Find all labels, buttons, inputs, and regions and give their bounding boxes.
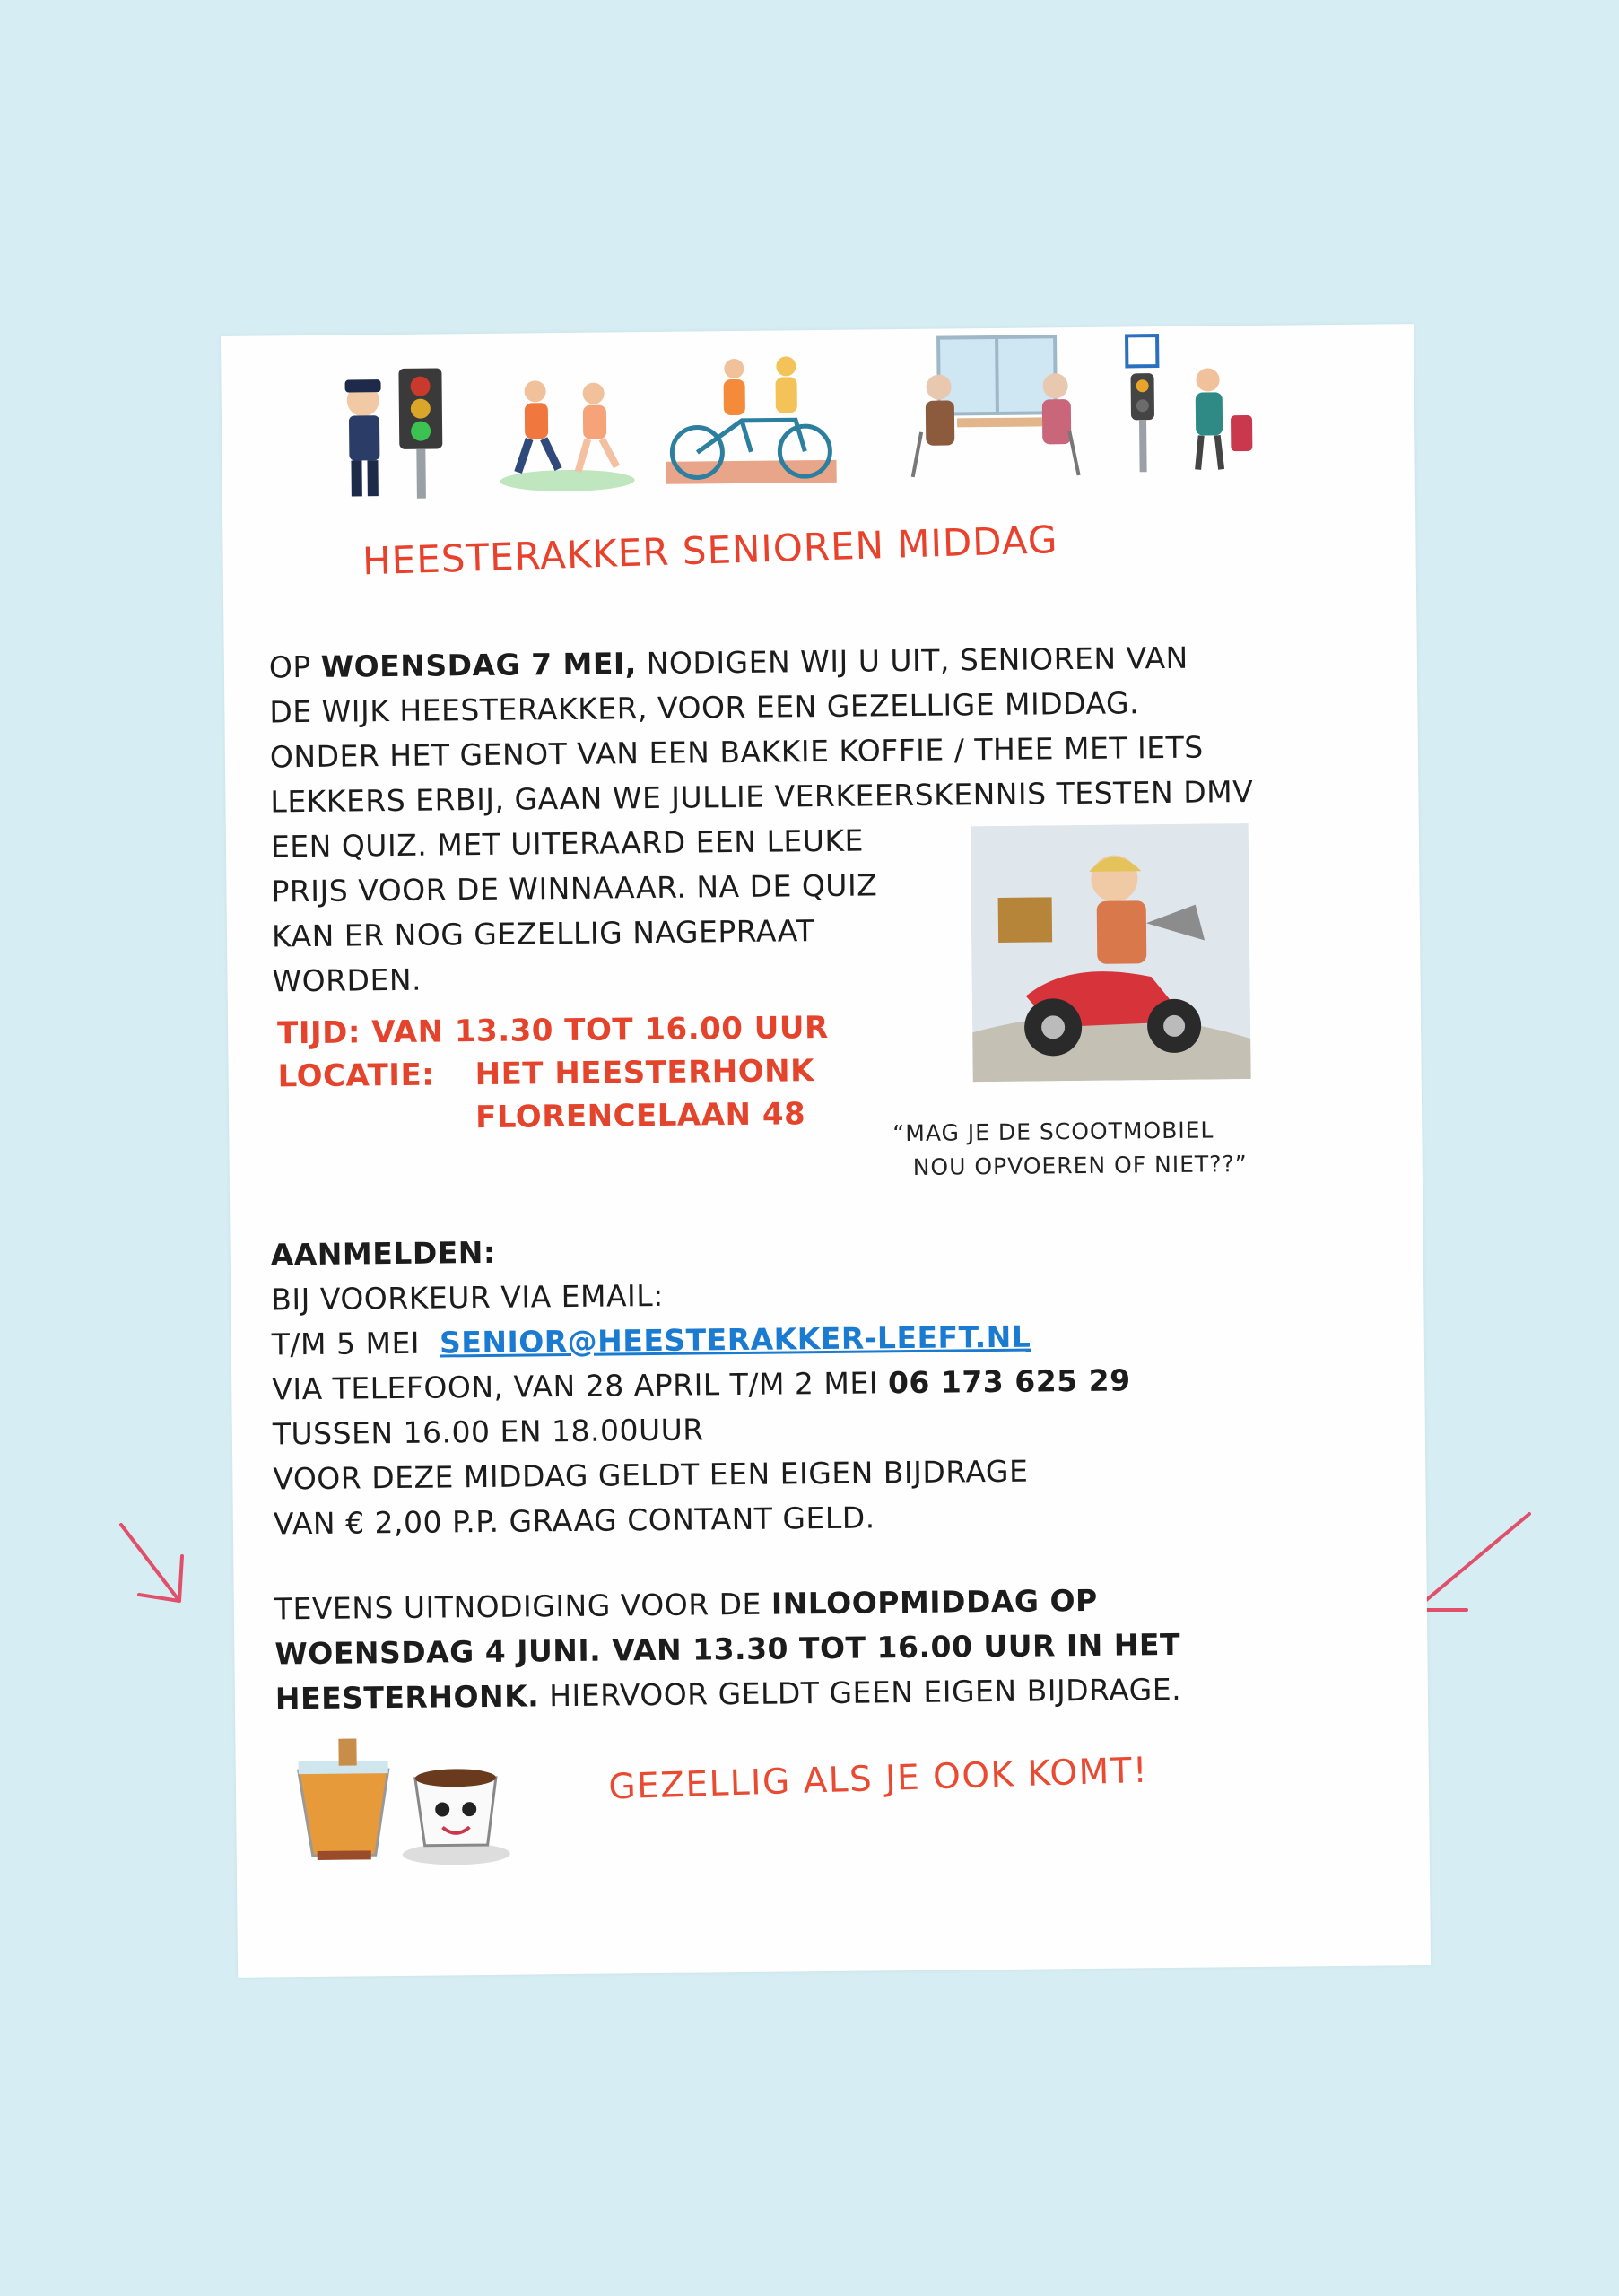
intro-line-6: PRIJS VOOR DE WINNAAAR. NA DE QUIZ xyxy=(271,867,878,909)
signup-heading: AANMELDEN: xyxy=(270,1234,496,1273)
intro-line-1: OP WOENSDAG 7 MEI, NODIGEN WIJ U UIT, SENIOREN VAN xyxy=(268,639,1188,685)
intro-line-3: ONDER HET GENOT VAN EEN BAKKIE KOFFIE / THEE MET IETS xyxy=(269,729,1204,775)
signup-line-6: VAN € 2,00 P.P. GRAAG CONTANT GELD. xyxy=(273,1500,875,1542)
police-traffic-light-icon xyxy=(328,359,456,503)
coffee-cup-icon xyxy=(396,1742,514,1868)
event-location-label: LOCATIE: xyxy=(277,1057,435,1095)
scooter-senior-illustration xyxy=(971,823,1251,1082)
flyer-paper xyxy=(221,324,1431,1978)
event-date: WOENSDAG 7 MEI, xyxy=(320,646,637,684)
closing-message: GEZELLIG ALS JE OOK KOMT! xyxy=(607,1750,1149,1808)
extra-line-2: WOENSDAG 4 JUNI. VAN 13.30 TOT 16.00 UUR IN HET xyxy=(274,1626,1181,1672)
event-location-address: FLORENCELAAN 48 xyxy=(474,1096,806,1136)
signup-line-2: T/M 5 MEI SENIOR@HEESTERAKKER-LEEFT.NL xyxy=(271,1318,1031,1362)
left-arrow-icon xyxy=(112,1516,193,1614)
seniors-cafe-icon xyxy=(902,332,1092,486)
seniors-jogging-icon xyxy=(494,368,639,495)
signup-line-3: VIA TELEFOON, VAN 28 APRIL T/M 2 MEI 06 173 625 29 xyxy=(272,1362,1131,1407)
intro-line-5: EEN QUIZ. MET UITERAARD EEN LEUKE xyxy=(270,822,865,865)
email-link[interactable]: SENIOR@HEESTERAKKER-LEEFT.NL xyxy=(439,1318,1031,1361)
signup-line-1: BIJ VOORKEUR VIA EMAIL: xyxy=(271,1277,664,1318)
extra-line-1: TEVENS UITNODIGING VOOR DE INLOOPMIDDAG OP xyxy=(274,1582,1098,1627)
illustration-caption: “MAG JE DE SCOOTMOBIEL NOU OPVOEREN OF NIET??” xyxy=(892,1117,1248,1180)
phone-number: 06 173 625 29 xyxy=(887,1362,1131,1401)
intro-line-2: DE WIJK HEESTERAKKER, VOOR EEN GEZELLIGE MIDDAG. xyxy=(269,685,1140,730)
signup-line-4: TUSSEN 16.00 EN 18.00UUR xyxy=(272,1412,704,1452)
pedestrian-crossing-icon xyxy=(1118,326,1263,480)
tandem-bicycle-icon xyxy=(660,348,841,493)
intro-line-7: KAN ER NOG GEZELLIG NAGEPRAAT xyxy=(271,913,815,954)
event-location-name: HET HEESTERHONK xyxy=(474,1053,815,1093)
extra-line-3: HEESTERHONK. HIERVOOR GELDT GEEN EIGEN BIJDRAGE. xyxy=(274,1671,1182,1717)
signup-line-5: VOOR DEZE MIDDAG GELDT EEN EIGEN BIJDRAGE xyxy=(273,1453,1029,1497)
page-title: HEESTERAKKER SENIOREN MIDDAG xyxy=(361,517,1059,584)
tea-glass-icon xyxy=(289,1734,398,1869)
intro-line-4: LEKKERS ERBIJ, GAAN WE JULLIE VERKEERSKENNIS TESTEN DMV xyxy=(270,773,1254,820)
intro-line-8: WORDEN. xyxy=(272,961,422,999)
event-time: TIJD: VAN 13.30 TOT 16.00 UUR xyxy=(276,1009,829,1052)
